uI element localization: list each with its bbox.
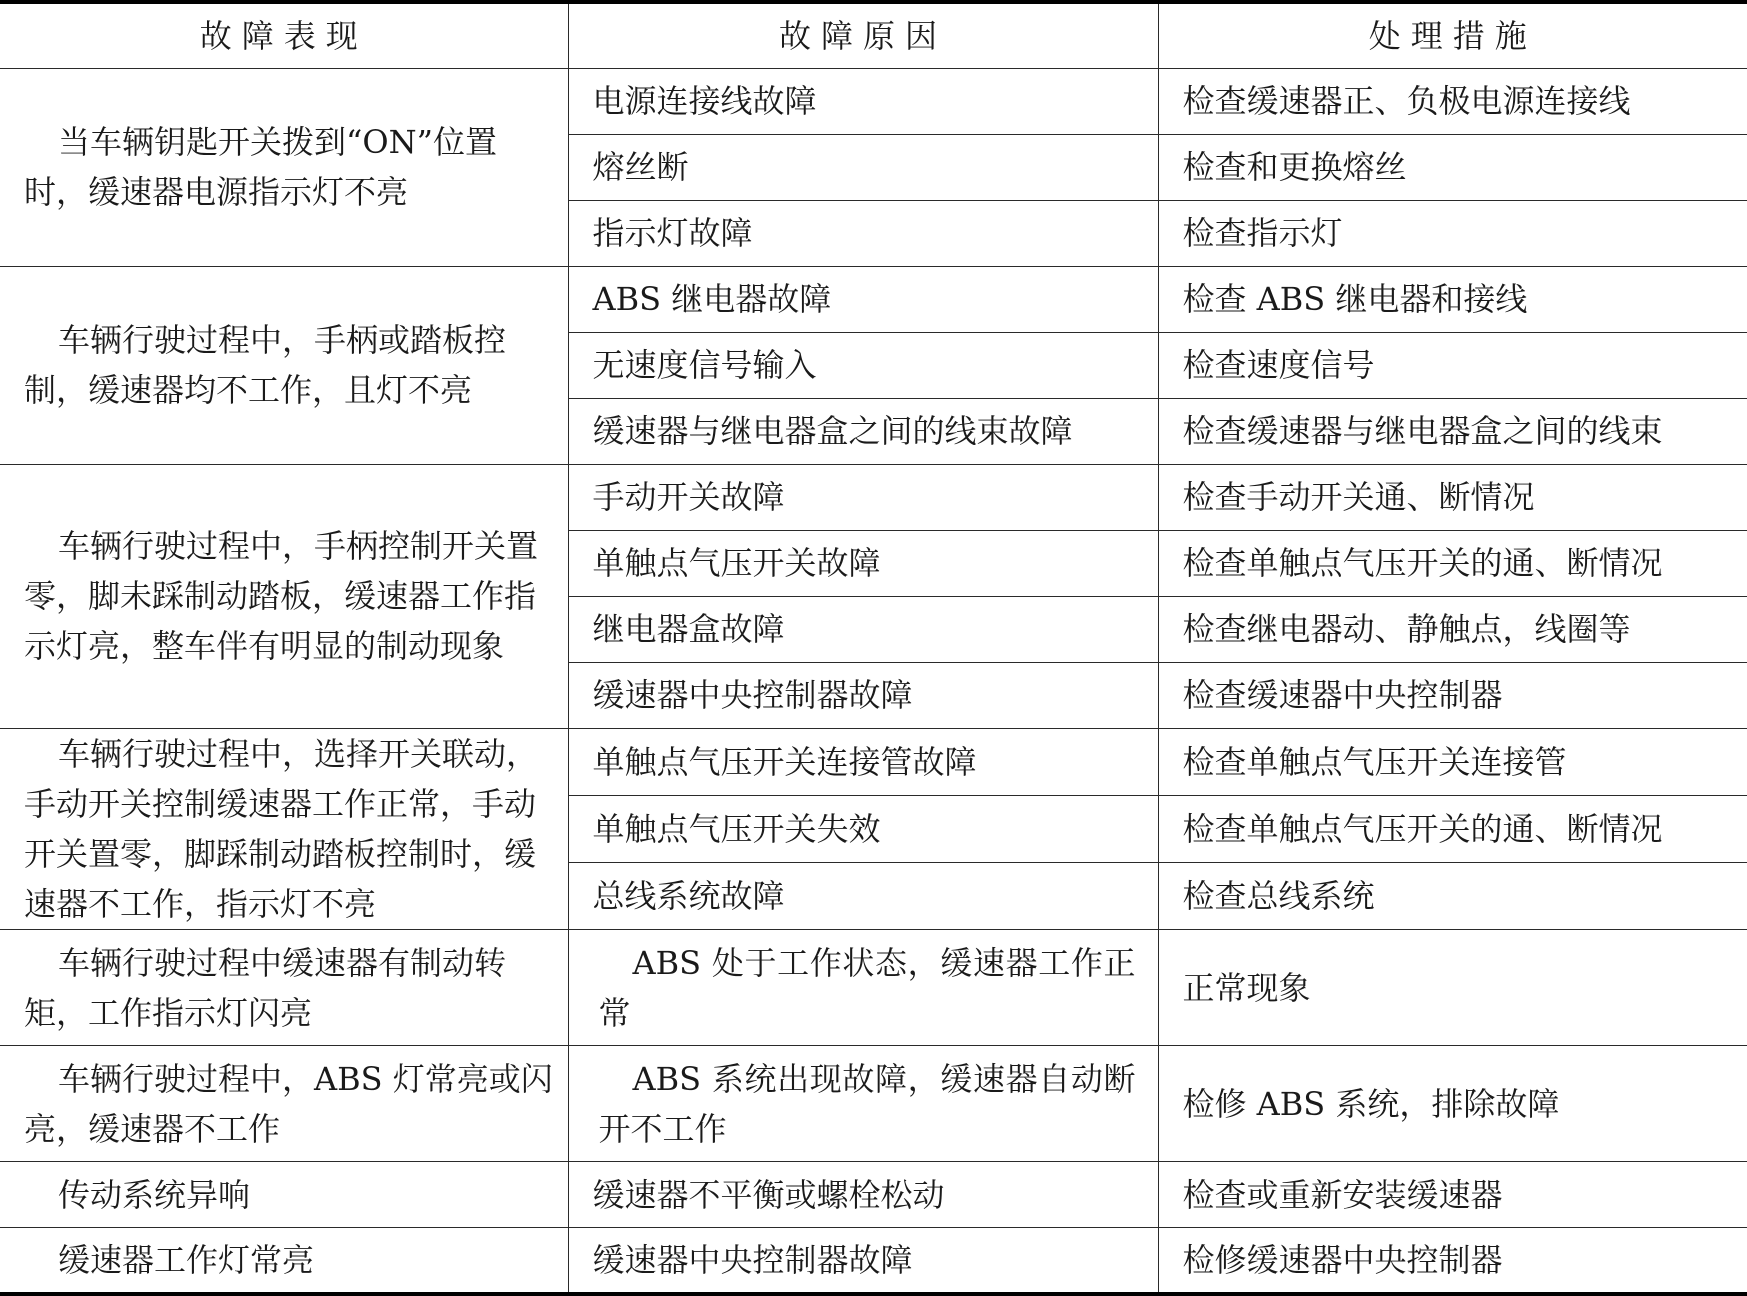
action-cell: 检修 ABS 系统，排除故障 — [1158, 1046, 1747, 1162]
cause-cell: 继电器盒故障 — [568, 596, 1158, 662]
cause-cell: 缓速器与继电器盒之间的线束故障 — [568, 398, 1158, 464]
action-cell: 检查 ABS 继电器和接线 — [1158, 266, 1747, 332]
action-cell: 检查继电器动、静触点，线圈等 — [1158, 596, 1747, 662]
table-row — [0, 266, 1747, 332]
action-cell: 检查或重新安装缓速器 — [1158, 1162, 1747, 1228]
cause-cell: 缓速器中央控制器故障 — [568, 1228, 1158, 1294]
header-row — [0, 2, 1747, 68]
action-cell: 检查缓速器与继电器盒之间的线束 — [1158, 398, 1747, 464]
action-cell: 检查速度信号 — [1158, 332, 1747, 398]
cause-cell: 电源连接线故障 — [568, 68, 1158, 134]
table-row — [0, 68, 1747, 134]
symptom-cell: 当车辆钥匙开关拨到“ON”位置时，缓速器电源指示灯不亮 — [0, 68, 568, 266]
action-cell: 检查和更换熔丝 — [1158, 134, 1747, 200]
cause-cell: ABS 继电器故障 — [568, 266, 1158, 332]
cause-cell: 手动开关故障 — [568, 464, 1158, 530]
symptom-cell: 车辆行驶过程中，手柄或踏板控制，缓速器均不工作，且灯不亮 — [0, 266, 568, 464]
action-cell: 检查单触点气压开关的通、断情况 — [1158, 530, 1747, 596]
cause-cell: 总线系统故障 — [568, 863, 1158, 930]
table-row — [0, 729, 1747, 796]
action-cell: 检查手动开关通、断情况 — [1158, 464, 1747, 530]
symptom-cell: 缓速器工作灯常亮 — [0, 1228, 568, 1294]
header-action: 处理措施 — [1158, 2, 1747, 68]
symptom-cell: 传动系统异响 — [0, 1162, 568, 1228]
table-row — [0, 930, 1747, 1046]
action-cell: 正常现象 — [1158, 930, 1747, 1046]
cause-cell: ABS 处于工作状态，缓速器工作正常 — [568, 930, 1158, 1046]
cause-cell: 缓速器中央控制器故障 — [568, 662, 1158, 728]
cause-cell: 无速度信号输入 — [568, 332, 1158, 398]
table-row — [0, 464, 1747, 530]
header-symptom: 故障表现 — [0, 2, 568, 68]
action-cell: 检查单触点气压开关的通、断情况 — [1158, 796, 1747, 863]
table-row — [0, 1046, 1747, 1162]
action-cell: 检修缓速器中央控制器 — [1158, 1228, 1747, 1294]
action-cell: 检查单触点气压开关连接管 — [1158, 729, 1747, 796]
action-cell: 检查缓速器正、负极电源连接线 — [1158, 68, 1747, 134]
action-cell: 检查指示灯 — [1158, 200, 1747, 266]
cause-cell: 指示灯故障 — [568, 200, 1158, 266]
action-cell: 检查缓速器中央控制器 — [1158, 662, 1747, 728]
symptom-cell: 车辆行驶过程中缓速器有制动转矩，工作指示灯闪亮 — [0, 930, 568, 1046]
cause-cell: 缓速器不平衡或螺栓松动 — [568, 1162, 1158, 1228]
action-cell: 检查总线系统 — [1158, 863, 1747, 930]
cause-cell: 熔丝断 — [568, 134, 1158, 200]
cause-cell: 单触点气压开关连接管故障 — [568, 729, 1158, 796]
cause-cell: 单触点气压开关失效 — [568, 796, 1158, 863]
cause-cell: 单触点气压开关故障 — [568, 530, 1158, 596]
cause-cell: ABS 系统出现故障，缓速器自动断开不工作 — [568, 1046, 1158, 1162]
table-row — [0, 1228, 1747, 1294]
symptom-cell: 车辆行驶过程中，手柄控制开关置零，脚未踩制动踏板，缓速器工作指示灯亮，整车伴有明显的制动现象 — [0, 464, 568, 728]
table-row — [0, 1162, 1747, 1228]
header-cause: 故障原因 — [568, 2, 1158, 68]
symptom-cell: 车辆行驶过程中，ABS 灯常亮或闪亮，缓速器不工作 — [0, 1046, 568, 1162]
symptom-cell: 车辆行驶过程中，选择开关联动，手动开关控制缓速器工作正常，手动开关置零，脚踩制动踏板控制时，缓速器不工作，指示灯不亮 — [0, 729, 568, 930]
